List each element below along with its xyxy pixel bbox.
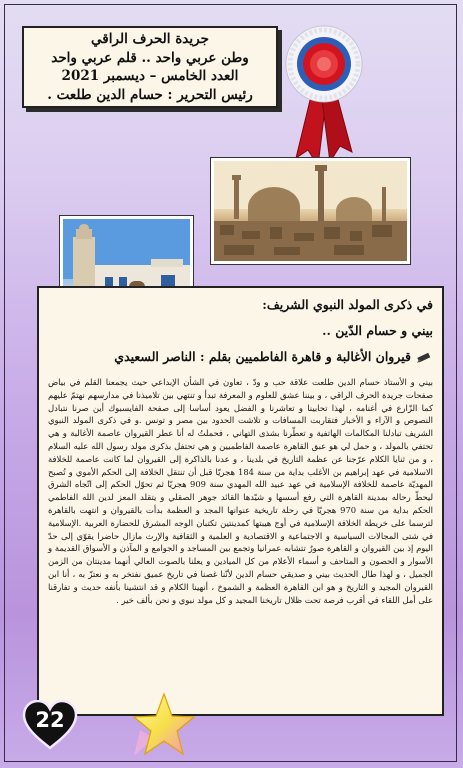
article-author-line: قيروان الأغالبة و قاهرة الفاطميين بقلم : الناصر السعيدي (114, 349, 411, 364)
star-icon (120, 690, 196, 760)
article-heading-title: بيني و حسام الدّين .. (322, 323, 433, 338)
article-paragraph: بيني و الأستاذ حسام الدين طلعت علاقة حب و ودّ ، تعاون في الشأن الإبداعي حيث يجمعنا القلم في بياض صفحات جريدة الحرف الراقي ، و بيننا عشق للعلوم و المعرفة تبدأ و تنتهي بين تلاميذنا في مدارسهم نهتمّ عليهم كما الزّارع في أغنامه ، لهذا تحابينا و تعاشرنا و الفضل يعود أساسا إلى صفحة الفايسبوك أين صرنا نتبادل النصوص و الآراء و الأخبار فتقاربت المسافات و تلاشت الحدود بين مصر و تونس .و في ذكرى المولد النبوي الشريف تبادلنا المكالمات الهاتفية و تعطّرنا بشذى التهاني ، فحملتُ له أنا عطر القيروان عاصمة الأغالبة و هي تحتفي بالمولد ، و حمل لي هو عبق القاهرة عاصمة الفاطميين و هي تحتفل بذكرى مولد رسول الله عليه السلام ، و من ثنايا الكلام عرّجنا عن عظمة التاريخ في بلدينا ، و عدنا بالذاكرة إلى القيروان لما كانت عاصمة للخلافة الاسلامية في عهد إبراهيم بن الأغلب بداية من سنة 184 هجريّا قبل أن تنتقل الخلافة إلى الحكم الأموي و تُصبح المهديّة عاصمة للخلافة الإسلامية في عهد عبيد الله المهدي سنة 909 هجريّا ثم تحوّل الحكم إلى اتّجاه الشرق ليحطّ رحاله بمدينة القاهرة التي رفع أسسها و شيّدها القائد جوهر الصقلي و يتقلد المعز لدين الله الفاطمي الحكم بداية من سنة 970 هجريّا في رحلة تاريخية عنوانها المجد و العظمة بدأت بالقيروان و انتهت بالقاهرة لترسما على خريطة الخلافة الإسلامية في أوج هيبتها كمدينتين تكتبان الوجه المشرق للحضارة العربية .الإسلامية في شتى المجالات السياسية و الاجتماعية و الاقتصادية و العلمية و الثقافية والإرث مازال حاضرا يقوّي إلى حدّ اليوم إذ بين القيروان و القاهرة صورٌ تتشابه عمرانيا وتجمع بين المساجد و الجوامع و المآذن و الأسواق القديمة و الأسوار و الحصون و المتاحف و أسماء الأعلام من كل الميادين و يعلنا بالصوت العالي أنهما مدينتان من الزمن الجميل ، و لهذا طال الحديث بيني و صديقي حسام الدين لأنّنا غصنا في تاريخ عميق نفتخر به و نعتزّ به ، أنا ابن القيروان المجيد و التاريخ و هو ابن القاهرة العظمة و الشموخ ، أنهينا الكلام و قد انتشينا بأنفه حديث و تفارقنا على أمل اللقاء في أقرب فرصة تحت ظلال تاريخنا المجيد و كل مولد نبوي و نحن بألف خير . (48, 377, 434, 605)
article-heading-author (48, 344, 433, 370)
article-body (48, 376, 433, 606)
page-number-badge (22, 700, 78, 750)
cairo-mosque-photo (211, 158, 410, 264)
newspaper-slogan: وطن عربي واحد .. قلم عربي واحد (51, 49, 249, 66)
article-box (37, 286, 444, 716)
page-number: 22 (35, 708, 65, 732)
pencil-icon (415, 352, 433, 364)
issue-line: العدد الخامس – ديسمبر 2021 (61, 68, 239, 84)
newspaper-title: جريدة الحرف الراقي (91, 31, 209, 47)
rosette-ribbon-icon (282, 22, 366, 170)
article-heading-occasion: في ذكرى المولد النبوي الشريف: (262, 297, 433, 312)
newspaper-header (22, 26, 278, 108)
cairo-skyline-image (214, 161, 407, 261)
editor-line: رئيس التحرير : حسام الدين طلعت . (47, 86, 253, 103)
